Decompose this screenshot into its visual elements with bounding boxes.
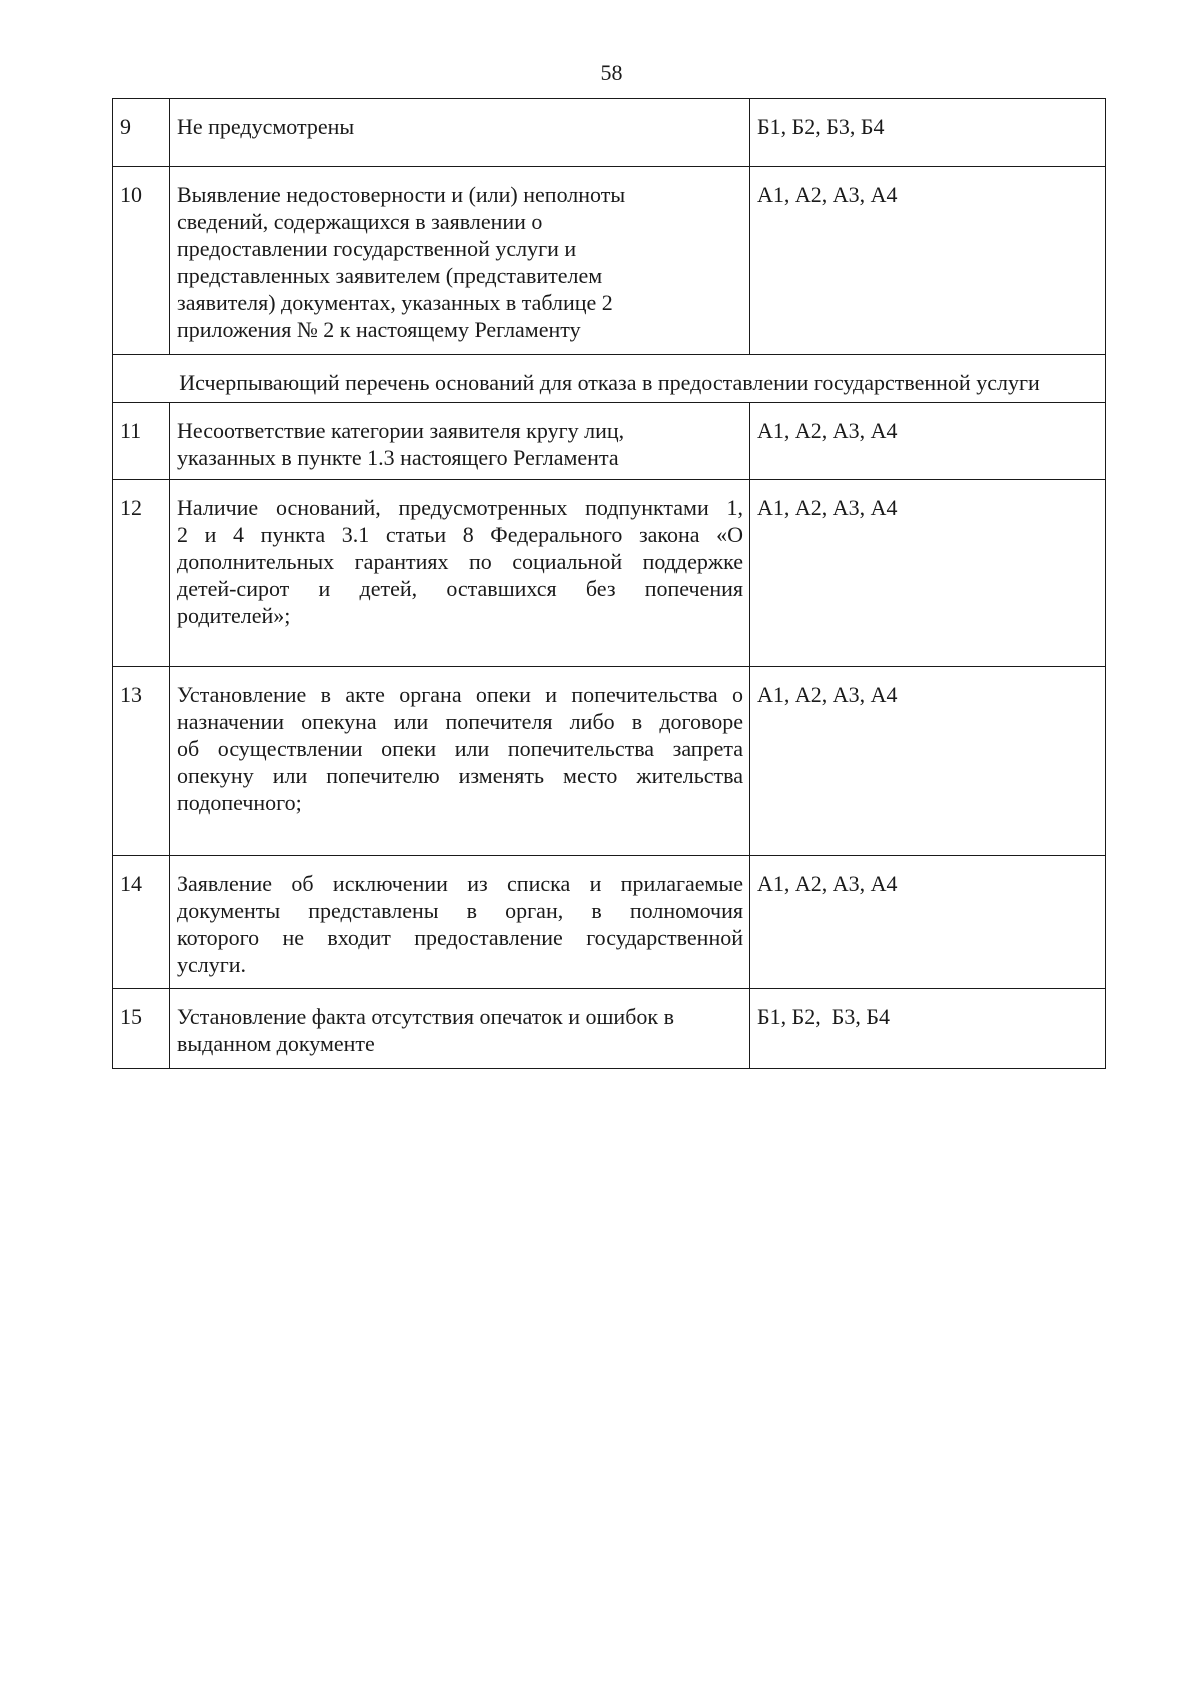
table-row: [113, 99, 1106, 167]
description-line: Не предусмотрены: [177, 114, 355, 139]
row-result-codes: Б1, Б2, Б3, Б4: [750, 99, 1106, 167]
description-line: услуги.: [177, 952, 247, 977]
row-result-codes: А1, А2, А3, А4: [750, 667, 1106, 856]
row-description: [170, 167, 750, 355]
row-description: [170, 403, 750, 480]
row-number: 15: [113, 989, 170, 1069]
row-result-codes: А1, А2, А3, А4: [750, 167, 1106, 355]
grounds-table: [112, 98, 1106, 1069]
description-line: Заявление об исключении из списка и прилагаемые: [177, 871, 743, 896]
row-number: 9: [113, 99, 170, 167]
table-row: [113, 480, 1106, 667]
description-line: Выявление недостоверности и (или) неполноты: [177, 182, 626, 207]
description-line: Установление в акте органа опеки и попечительства о: [177, 682, 743, 707]
description-line: дополнительных гарантиях по социальной поддержке: [177, 549, 743, 574]
row-result-codes: Б1, Б2, Б3, Б4: [750, 989, 1106, 1069]
description-line: выданном документе: [177, 1031, 375, 1056]
description-line: 2 и 4 пункта 3.1 статьи 8 Федерального закона «О: [177, 522, 743, 547]
description-line: представленных заявителем (представителем: [177, 263, 603, 288]
description-line: опекуну или попечителю изменять место жительства: [177, 763, 743, 788]
section-heading-row: [113, 355, 1106, 403]
page-number: 58: [600, 60, 623, 85]
description-line: назначении опекуна или попечителя либо в договоре: [177, 709, 743, 734]
table-row: [113, 856, 1106, 989]
table-row: [113, 989, 1106, 1069]
description-line: заявителя) документах, указанных в таблице 2: [177, 290, 613, 315]
row-result-codes: А1, А2, А3, А4: [750, 403, 1106, 480]
table-row: [113, 403, 1106, 480]
table-body: [113, 403, 1106, 1069]
description-line: приложения № 2 к настоящему Регламенту: [177, 317, 581, 342]
section-heading-group: [113, 355, 1106, 403]
row-number: 14: [113, 856, 170, 989]
description-line: родителей»;: [177, 603, 291, 628]
description-line: детей-сирот и детей, оставшихся без попечения: [177, 576, 743, 601]
row-result-codes: А1, А2, А3, А4: [750, 480, 1106, 667]
description-line: документы представлены в орган, в полномочия: [177, 898, 743, 923]
row-number: 11: [113, 403, 170, 480]
row-result-codes: А1, А2, А3, А4: [750, 856, 1106, 989]
row-description: [170, 99, 750, 167]
description-line: Несоответствие категории заявителя кругу лиц,: [177, 418, 625, 443]
description-line: которого не входит предоставление государственной: [177, 925, 743, 950]
row-number: 13: [113, 667, 170, 856]
row-number: 10: [113, 167, 170, 355]
description-line: указанных в пункте 1.3 настоящего Регламента: [177, 445, 619, 470]
table-row: [113, 167, 1106, 355]
description-line: об осуществлении опеки или попечительства запрета: [177, 736, 743, 761]
table-row: [113, 667, 1106, 856]
row-description: [170, 856, 750, 989]
row-number: 12: [113, 480, 170, 667]
description-line: подопечного;: [177, 790, 302, 815]
row-description: [170, 480, 750, 667]
description-line: Установление факта отсутствия опечаток и ошибок в: [177, 1004, 674, 1029]
section-heading: Исчерпывающий перечень оснований для отказа в предоставлении государственной услуги: [113, 355, 1106, 403]
row-description: [170, 667, 750, 856]
row-description: [170, 989, 750, 1069]
description-line: сведений, содержащихся в заявлении о: [177, 209, 543, 234]
table-body: [113, 99, 1106, 355]
description-line: предоставлении государственной услуги и: [177, 236, 577, 261]
description-line: Наличие оснований, предусмотренных подпунктами 1,: [177, 495, 743, 520]
